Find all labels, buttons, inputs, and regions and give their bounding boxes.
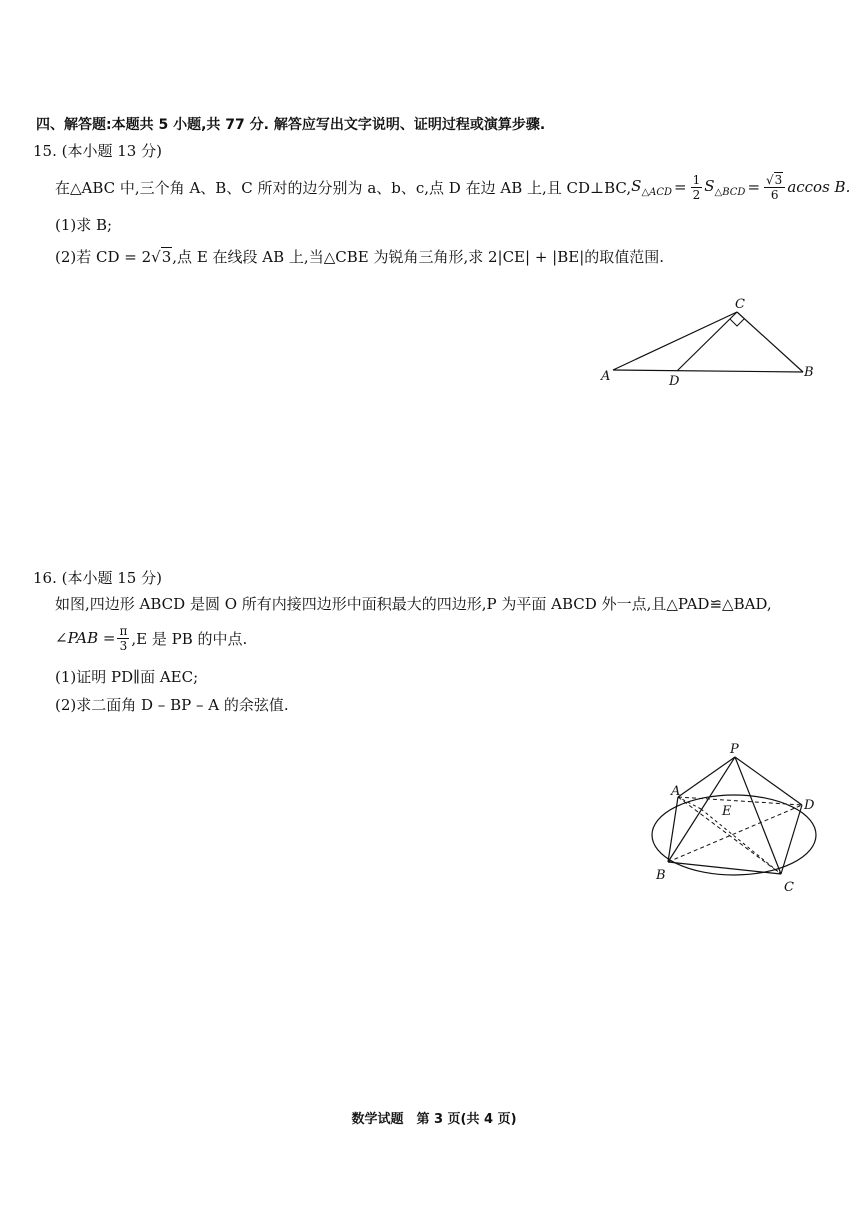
q16-part1: (1)证明 PD∥面 AEC; (55, 668, 199, 686)
segment-ab (668, 797, 678, 862)
angle-pab: ∠PAB = (55, 629, 116, 647)
label-b: B (656, 868, 666, 883)
q15-part2-a: (2)若 CD = 2 (55, 248, 152, 266)
q15-tail: accos B. (787, 178, 851, 196)
s-symbol: S (704, 176, 715, 195)
section-header: 四、解答题:本题共 5 小题,共 77 分. 解答应写出文字说明、证明过程或演算步骤. (36, 117, 546, 133)
q15-triangle-figure (595, 292, 825, 392)
q16-stem-line1: 如图,四边形 ABCD 是圆 O 所有内接四边形中面积最大的四边形,P 为平面 ABCD 外一点,且△PAD≌△BAD, (55, 595, 772, 613)
q15-stem (55, 170, 850, 204)
q15-part2: (2)若 CD = 2√3,点 E 在线段 AB 上,当△CBE 为锐角三角形,求 2|CE| + |BE|的取值范围. (55, 248, 665, 266)
q16-stem-tail: ,E 是 PB 的中点. (131, 629, 248, 648)
q15-points: (本小题 13 分) (61, 142, 162, 160)
frac-den: 2 (692, 187, 701, 202)
label-c: C (784, 880, 794, 895)
segment-ab (613, 370, 803, 372)
q15-s-bcd (704, 177, 745, 198)
sqrt-radicand: 3 (774, 172, 783, 187)
label-e: E (722, 804, 732, 819)
s-sub-acd: △ACD (641, 186, 673, 198)
s-sub-bcd: △BCD (714, 186, 746, 198)
right-angle-mark (730, 319, 744, 326)
fraction-one-half (691, 174, 703, 201)
label-c: C (735, 297, 745, 312)
label-a: A (671, 784, 681, 799)
q16-heading (33, 567, 162, 588)
page-footer: 数学试题 第 3 页(共 4 页) (351, 1112, 517, 1127)
frac-den: 3 (119, 638, 128, 653)
segment-cb (737, 312, 803, 372)
label-p: P (730, 742, 739, 757)
frac-num: 1 (692, 172, 701, 187)
frac-num: π (119, 623, 128, 638)
label-d: D (669, 374, 680, 389)
q15-stem-text: 在△ABC 中,三个角 A、B、C 所对的边分别为 a、b、c,点 D 在边 AB 上,且 CD⊥BC, (55, 178, 632, 197)
q15-s-acd (631, 177, 672, 198)
segment-ad (678, 797, 802, 805)
segment-ec (701, 809, 781, 874)
q15-part2-b: ,点 E 在线段 AB 上,当△CBE 为锐角三角形,求 2|CE| + |BE|的取值范围. (172, 248, 665, 266)
segment-pa (678, 757, 735, 797)
frac-num: √3 (764, 174, 785, 188)
q16-points: (本小题 15 分) (61, 569, 162, 587)
q16-number: 16. (33, 569, 57, 587)
s-symbol: S (631, 176, 642, 195)
segment-ac (613, 312, 737, 370)
label-d: D (804, 798, 815, 813)
segment-cd (677, 312, 737, 371)
equals-sign: = (674, 178, 687, 196)
q16-stem-line2 (55, 620, 247, 656)
equals-sign: = (747, 178, 761, 196)
segment-bd (668, 805, 802, 862)
label-b: B (804, 365, 814, 380)
label-a: A (601, 369, 611, 384)
q15-number: 15. (33, 142, 57, 160)
segment-bc (668, 862, 781, 874)
q16-pyramid-figure (640, 735, 840, 900)
frac-den: 6 (770, 187, 779, 202)
q15-heading (33, 140, 162, 161)
fraction-pi-over-3 (117, 625, 129, 652)
q15-part1: (1)求 B; (55, 216, 113, 234)
sqrt-radicand: 3 (161, 248, 172, 266)
fraction-sqrt3-over-6 (764, 174, 785, 201)
q16-part2: (2)求二面角 D – BP – A 的余弦值. (55, 696, 289, 714)
